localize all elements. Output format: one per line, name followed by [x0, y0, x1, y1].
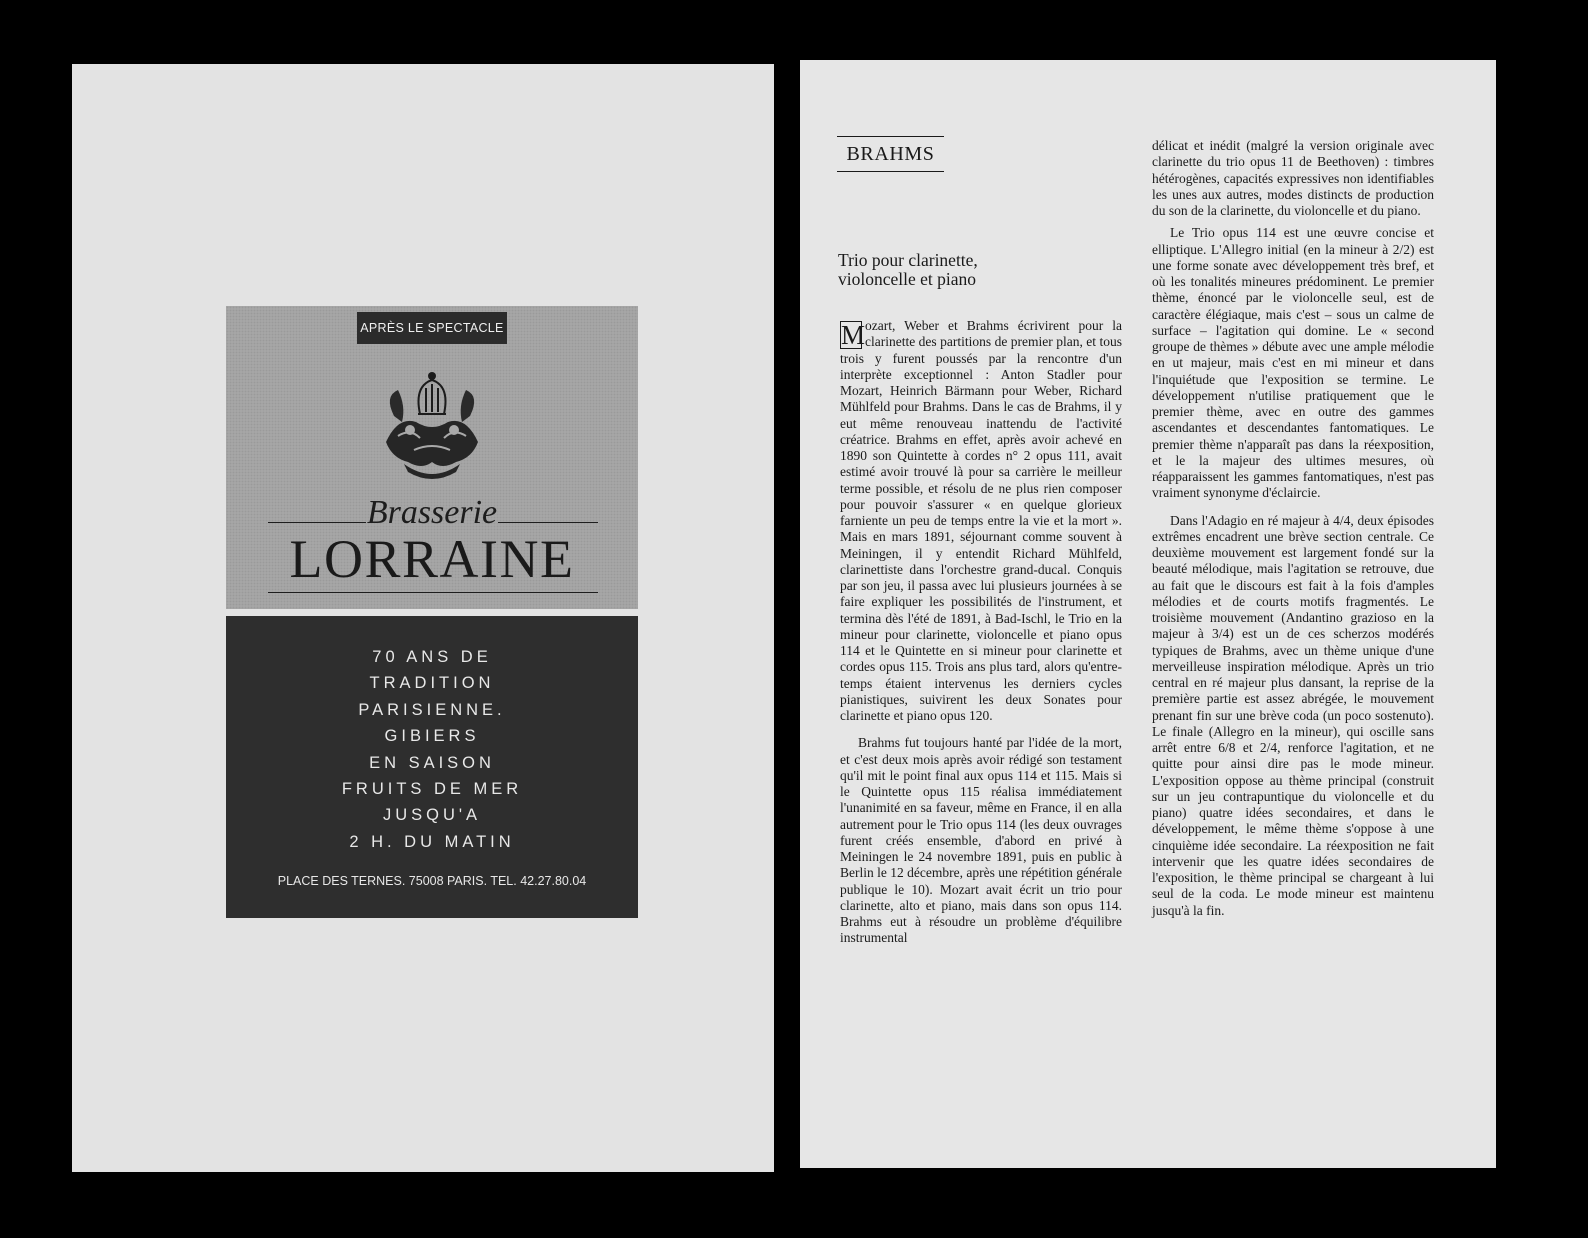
ad-line: TRADITION	[369, 674, 495, 693]
article-paragraph	[840, 318, 1122, 724]
brand-underline	[268, 592, 598, 593]
ad-line: JUSQU'A	[382, 806, 482, 825]
work-title-line: violoncelle et piano	[838, 269, 977, 289]
brand-name: LORRAINE	[289, 529, 575, 589]
ad-address: PLACE DES TERNES. 75008 PARIS. TEL. 42.27.80.04	[277, 874, 587, 888]
ad-line: 2 H. DU MATIN	[349, 832, 515, 851]
ad-line: PARISIENNE.	[358, 700, 506, 719]
work-title-line: Trio pour clarinette,	[838, 250, 978, 270]
ad-line: 70 ANS DE	[372, 648, 492, 666]
right-page	[800, 60, 1496, 1168]
brasserie-ad-top	[226, 306, 638, 609]
composer-heading: BRAHMS	[837, 136, 944, 172]
paragraph-text: ozart, Weber et Brahms écrivirent pour la clarinette des partitions de premier plan, et tous trois y furent poussés par la rencontre d'un interprète exceptionnel : Anton Stadler pour Mozart, Heinrich Bärmann pour Weber, Richard Mühlfeld pour Brahms. Dans le cas de Brahms, il y eut même renouveau inattendu de l'activité créatrice. Brahms en effet, après avoir achevé en 1890 son Quintette à cordes n° 2 opus 111, avait estimé avoir trouvé là pour sa carrière le meilleur terme possible, et résolu de ne plus rien composer pour pouvoir s'assurer « en quelque glorieux farniente un peu de temps entre la vie et la mort ». Mais en mars 1891, séjournant comme souvent à Meiningen, il y entendit Richard Mühlfeld, clarinettiste dans l'orchestre grand-ducal. Conquis par son jeu, il passa avec lui plusieurs journées à se faire expliquer les possibilités de l'instrument, et termina dès l'été de 1891, à Bad-Ischl, le Trio en la mineur pour clarinette, violoncelle et piano opus 114 et le Quintette en si mineur pour clarinette et cordes opus 115. Trois ans plus tard, alors qu'entre-temps étaient intervenus les derniers cycles pianistiques, suivirent les deux Sonates pour clarinette et piano opus 120.	[840, 318, 1122, 723]
ad-slogan	[226, 644, 638, 855]
brasserie-ad-bottom	[226, 616, 638, 918]
ad-line: GIBIERS	[384, 727, 480, 746]
left-page	[72, 64, 774, 1172]
article-paragraph: Brahms fut toujours hanté par l'idée de la mort, et c'est deux mois après avoir rédigé son testament qu'il mit le point final aux opus 114 et 115. Mais si le Quintette opus 115 réalisa immédiatement l'unanimité en sa faveur, même en France, il en alla autrement pour le Trio opus 114 (les deux ouvrages furent créés ensemble, d'abord en privé à Meiningen le 24 novembre 1891, puis en public à Berlin le 12 décembre, après une répétition générale publique le 10). Mozart avait écrit un trio pour clarinette, alto et piano, mais dans son opus 114. Brahms eut à résoudre un problème d'équilibre instrumental	[840, 735, 1122, 946]
article-paragraph: Dans l'Adagio en ré majeur à 4/4, deux épisodes extrêmes encadrent une brève section centrale. Ce deuxième mouvement est largement fondé sur la beauté mélodique, mais l'agitation se retrouve, due au fait que le discours est fait à la fois d'amples mélodies et de courts motifs fragmentés. Le troisième mouvement (Andantino grazioso en la majeur à 3/4) est un de ces scherzos modérés typiques de Brahms, avec un thème unique d'une merveilleuse inspiration mélodique. Après un trio central en ré majeur plus dansant, la reprise de la première partie est assez abrégée, le mouvement prenant fin sur une brève coda (un poco sostenuto). Le finale (Allegro en la mineur), qui oscille sans arrêt entre 6/8 et 2/4, renforce l'agitation, et ne quitte pour ainsi dire pas le mode mineur. L'exposition oppose au thème principal (construit sur un jeu contrapuntique du violoncelle et du piano) quatre idées secondaires, et dans le développement, le même thème s'oppose à une cinquième idée secondaire. La réexposition ne fait intervenir que les quatre idées secondaires de l'exposition, le thème principal se chargeant à lui seul de la coda. Le mode mineur est maintenu jusqu'à la fin.	[1152, 512, 1434, 918]
brand-script: Brasserie	[366, 494, 498, 531]
work-title	[838, 251, 1088, 289]
lyre-crest-icon	[376, 366, 488, 482]
ad-line: FRUITS DE MER	[341, 779, 523, 798]
article-paragraph: Le Trio opus 114 est une œuvre concise et elliptique. L'Allegro initial (en la mineur à 2/2) est une forme sonate avec développement très bref, et où les tonalités mineures prédominent. Le premier thème, énoncé par le violoncelle seul, est de caractère élégiaque, mais c'est – sous un calme de surface – l'agitation qui domine. Le « second groupe de thèmes » débute avec une ample mélodie en ut majeur, mais c'est en mi mineur et dans l'inquiétude que l'exposition se termine. Le développement n'utilise pratiquement que le premier thème, avec en outre des gammes ascendantes et descendantes fantomatiques. Le premier thème n'apparaît pas dans la réexposition, et le la majeur des ultimes mesures, où réapparaissent les gammes fantomatiques, n'est pas vraiment synonyme d'éclaircie.	[1152, 225, 1434, 501]
drop-cap: M	[841, 320, 866, 350]
article-paragraph: délicat et inédit (malgré la version originale avec clarinette du trio opus 11 de Beethoven) : timbres hétérogènes, capacités expressives non identifiables les unes aux autres, modes distincts de production du son de la clarinette, du violoncelle et du piano.	[1152, 138, 1434, 218]
ad-line: EN SAISON	[369, 753, 495, 772]
article-column-right	[1152, 138, 1434, 919]
ad-tag-label: APRÈS LE SPECTACLE	[357, 312, 507, 344]
article-column-left	[840, 318, 1122, 947]
